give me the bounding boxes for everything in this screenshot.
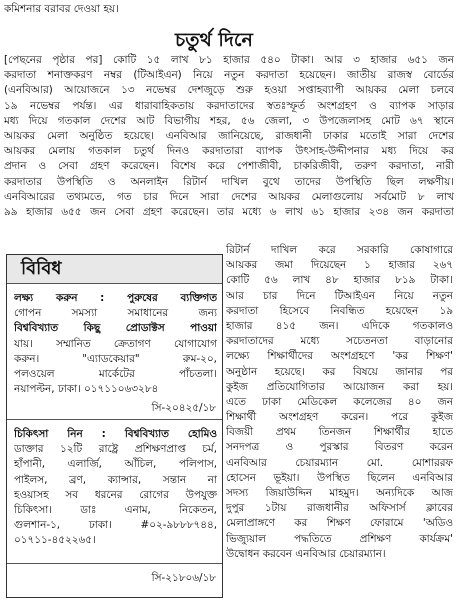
classifieds-header — [7, 255, 222, 284]
text-line: সনদপত্র ও পুরস্কার বিতরণ করেন — [226, 441, 453, 454]
article-column-right — [226, 243, 453, 562]
article-body — [4, 53, 454, 220]
text-line: আয়কর মেলায় গতকাল চতুর্থ দিনও করদাতারা ব্যাপক উৎসাহ-উদ্দীপনার মধ্য দিয়ে কর — [4, 145, 454, 158]
classified-ad-2 — [14, 427, 217, 549]
divider — [7, 419, 222, 420]
ad-code: সি-২১৮০৬/১৮ — [151, 572, 216, 584]
text-line: মধ্য দিয়ে গতকাল দেশের আট বিভাগীয় শহর, ৫৬ জেলা, ৩ উপজেলাসহ মোট ৬৭ স্থানে — [4, 114, 454, 127]
text-line: হোসেন ভূইয়া। উপস্থিত ছিলেন এনবিআর — [226, 471, 453, 484]
text-line: প্রদান ও সেবা গ্রহণ করেছেন। বিশেষ করে পেশাজীবী, চাকরিজীবী, তরুণ করদাতা, নারী — [4, 160, 454, 173]
headline: চতুর্থ দিনে — [175, 29, 253, 51]
ad-line: হাঁপানী, এলার্জি, আঁচিল, পলিপাস, — [14, 458, 217, 471]
ad-line: হওয়াসহ সব ধরনের রোগের উপযুক্ত — [14, 488, 217, 501]
ad-line: ০১৭১১-৪৫২২৬৫। — [14, 534, 96, 547]
text-line: এতে ঢাকা মেডিকেল কলেজের ৪০ জন — [226, 395, 453, 408]
ad-line: ডাক্তার ১২টি রাষ্ট্রে প্রশিক্ষণপ্রাপ্ত চর্ম, — [14, 443, 217, 456]
text-line: এনবিআর চেয়ারম্যান মো. মোশাররফ — [226, 456, 453, 469]
text-line: এনবিআরের তথ্যমতে, গত চার দিনে সারা দেশের আয়কর মেলাগুলোয় সর্বমোট ৮ লাখ — [4, 190, 454, 203]
text-line: বিজয়ী প্রথম তিনজন শিক্ষার্থীর হাতে — [226, 426, 453, 439]
text-line: ভিজ্যুয়াল পদ্ধতিতে প্রশিক্ষণ কার্যক্রম' — [226, 532, 453, 545]
classified-ad-1 — [14, 291, 217, 397]
text-line: ৯৯ হাজার ৬৫৫ জন সেবা গ্রহণ করেছেন। তার মধ্যে ৬ লাখ ৬১ হাজার ২৩৪ জন করদাতা — [4, 205, 454, 218]
classifieds-box — [6, 254, 223, 598]
top-text — [4, 2, 454, 17]
text-line: অনুষ্ঠান হয়েছে। কর বিষয়ে জানার পর — [226, 365, 453, 378]
text-line: কোটি ৫৬ লাখ ৪৮ হাজার ৮১৯ টাকা। — [226, 274, 453, 287]
text-line: ১৯ নভেম্বর পর্যন্ত। এর ধারাবাহিকতায় করদাতাদের স্বতঃস্ফূর্ত অংশগ্রহণ ও ব্যাপক সাড়ার — [4, 99, 454, 112]
divider — [7, 563, 222, 564]
ad-code: সি-২০৪২৫/১৮ — [151, 402, 216, 414]
text-line: করদাতাদের মধ্যে সচেতনতা বাড়ানোর — [226, 335, 453, 348]
text-line: দুপুর ১টায় রাজধানীর অফিসার্স ক্লাবের — [226, 502, 453, 515]
ad-line: গোপন সমস্যা সমাধানের জন্য — [14, 307, 217, 320]
ad-line: লক্ষ্য করুন : পুরুষের ব্যক্তিগত — [14, 292, 217, 304]
ad-line: করুন। "এ্যাডকেয়ার" রুম-২০, — [14, 352, 217, 365]
text-line: করদাতা হিসেবে নিবন্ধিত হয়েছেন ১৯ — [226, 304, 453, 317]
text-line: আয়কর মেলা অনুষ্ঠিত হয়েছে। এনবিআর জানিয়েছে, রাজধানী ঢাকার মতোই সারা দেশের — [4, 129, 454, 142]
text-line: উদ্বোধন করবেন এনবিআর চেয়ারম্যান। — [226, 547, 386, 560]
ad-line: নয়াপল্টন, ঢাকা। ০১৭১১০৬৩২৮৪ — [14, 383, 159, 396]
text-line: সদস্য জিয়াউদ্দিন মাহমুদ। অন্যদিকে আজ — [226, 487, 453, 499]
text-line: (এনবিআর) আয়োজনে ১৩ নভেম্বর দেশজুড়ে শুরু হওয়া সপ্তাহব্যাপী আয়কর মেলা চলবে — [4, 84, 454, 97]
ad-line: পলওয়েল মার্কেটের পাঁচতলা। — [14, 367, 217, 380]
text-line: [পেছনের পৃষ্ঠার পর] কোটি ১৫ লাখ ৮১ হাজার ৫৪০ টাকা। আর ৩ হাজার ৬৫১ জন — [4, 54, 454, 66]
text-line: রিটার্ন দাখিল করে সরকারি কোষাগারে — [226, 244, 453, 256]
text-line: কুইজ প্রতিযোগিতার আয়োজন করা হয়। — [226, 380, 453, 393]
text-line: আর চার দিনে টিআইএন নিয়ে নতুন — [226, 289, 453, 302]
text-line: মেলাপ্রাঙ্গণে কর শিক্ষণ ফোরামে 'অডিও — [226, 517, 453, 530]
text-line: করদাতার উপস্থিতি ও অনলাইন রিটার্ন দাখিল বুথে তাদের উপস্থিতি ছিল লক্ষণীয়। — [4, 175, 454, 188]
ad-line: যায়। সম্মানিত ক্রেতাগণ যোগাযোগ — [14, 337, 217, 350]
ad-line: চিকিৎসা নিন : বিশ্ববিখ্যাত হোমিও — [14, 428, 217, 440]
ad-line: গুলশান-১, ঢাকা। #০২-৯৮৮৮৭৪৪, — [14, 519, 217, 532]
text-line: করদাতা শনাক্তকরণ নম্বর (টিআইএন) নিয়ে নতুন করদাতা হয়েছেন। জাতীয় রাজস্ব বোর্ডের — [4, 69, 454, 82]
text-line: কমিশনার বরাবর দেওয়া হয়। — [4, 3, 119, 15]
text-line: লক্ষ্যে শিক্ষার্থীদের অংশগ্রহণে 'কর শিক্ষণ' — [226, 350, 453, 363]
text-line: শিক্ষার্থী অংশগ্রহণ করেন। পরে কুইজ — [226, 411, 453, 424]
text-line: হাজার ৪১৫ জন। এদিকে গতকালও — [226, 319, 453, 332]
ad-line: চিকিৎসা। ডাঃ এনাম, নিকেতন, — [14, 503, 217, 516]
text-line: আয়কর জমা দিয়েছেন ১ হাজার ২৬৭ — [226, 259, 453, 272]
ad-line: বিশ্ববিখ্যাত কিছু প্রোডাক্টস পাওয়া — [14, 322, 217, 335]
classifieds-title: বিবিধ — [21, 258, 62, 279]
ad-line: পাইলস, ব্রণ, ক্যান্সার, সন্তান না — [14, 473, 217, 486]
